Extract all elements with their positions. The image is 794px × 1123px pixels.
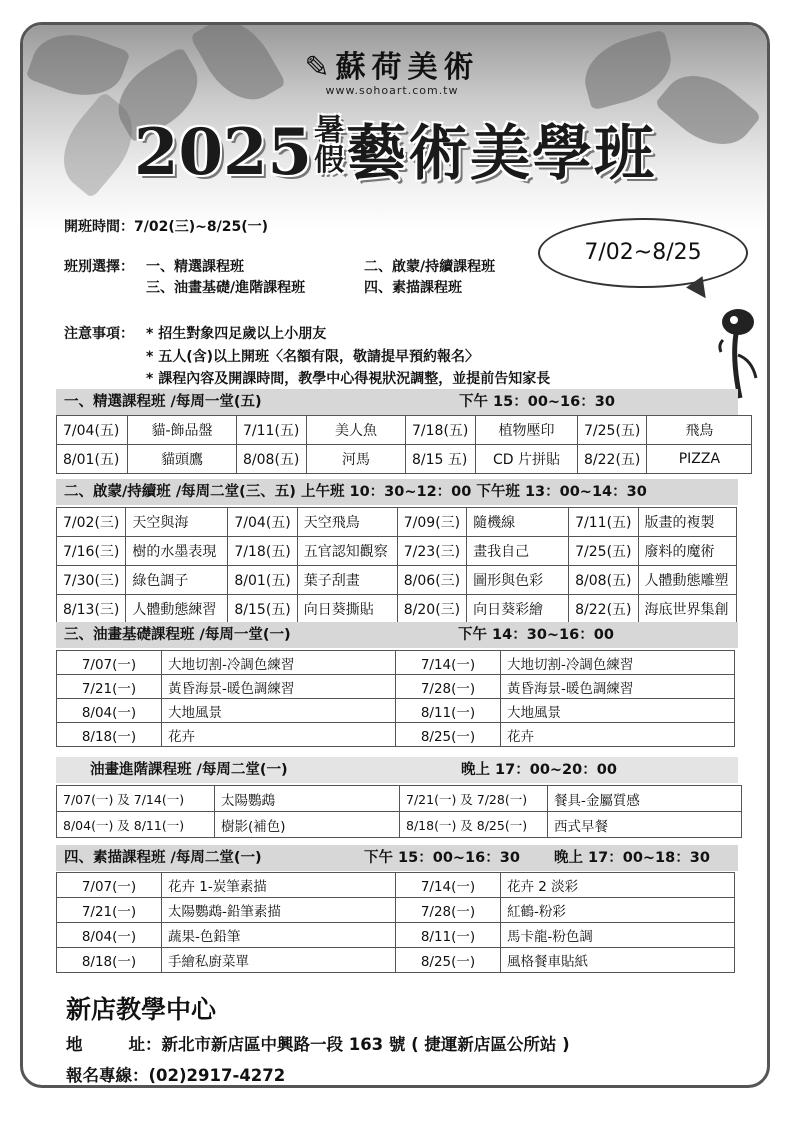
date-cell: 7/11(五) [237, 416, 307, 445]
course-cell: 大地風景 [501, 699, 735, 723]
table-row [57, 786, 742, 812]
section-3b-time: 晚上 17：00~20：00 [461, 762, 617, 778]
date-cell: 7/16(三) [57, 537, 126, 566]
title-stack [314, 113, 345, 178]
phone-line [66, 1062, 285, 1086]
table-row [57, 651, 735, 675]
date-cell: 7/25(五) [569, 537, 638, 566]
course-cell: PIZZA [647, 445, 752, 474]
section-3-header [56, 622, 738, 648]
date-cell: 7/28(一) [396, 898, 501, 923]
date-cell: 8/04(一) 及 8/11(一) [57, 812, 215, 838]
section-4-table [56, 872, 735, 973]
brush-logo-icon: ✎ [304, 50, 330, 85]
date-cell: 7/07(一) [57, 651, 162, 675]
course-cell: 大地切割-冷調色練習 [501, 651, 735, 675]
date-cell: 8/15(五) [228, 595, 297, 624]
table-row [57, 873, 735, 898]
date-cell: 7/30(三) [57, 566, 126, 595]
course-cell: 花卉 1-炭筆素描 [162, 873, 396, 898]
section-1-table [56, 415, 752, 474]
course-cell: 蔬果-色鉛筆 [162, 923, 396, 948]
date-cell: 7/04(五) [57, 416, 128, 445]
course-cell: CD 片拼貼 [476, 445, 578, 474]
table-row [57, 723, 735, 747]
section-1-title: 一、精選課程班 /每周一堂(五) [64, 394, 262, 410]
course-cell: 馬卡龍-粉色調 [501, 923, 735, 948]
note-1 [146, 323, 326, 343]
date-cell: 7/25(五) [578, 416, 647, 445]
date-cell: 8/11(一) [396, 699, 501, 723]
class-label [64, 256, 134, 276]
date-cell: 7/21(一) [57, 898, 162, 923]
class-option-3-text: 三、油畫基礎/進階課程班 [146, 280, 306, 296]
class-label-text: 班別選擇： [64, 259, 134, 275]
date-cell: 8/20(三) [397, 595, 466, 624]
course-cell: 向日葵彩繪 [467, 595, 569, 624]
table-row [57, 948, 735, 973]
section-4-title: 四、素描課程班 /每周二堂(一) [64, 850, 262, 866]
period-value: 7/02(三)~8/25(一) [134, 219, 268, 235]
date-cell: 7/18(五) [406, 416, 476, 445]
course-cell: 西式早餐 [548, 812, 742, 838]
date-cell: 8/22(五) [569, 595, 638, 624]
course-cell: 樹的水墨表現 [126, 537, 228, 566]
section-2-header [56, 479, 738, 505]
course-cell: 花卉 [162, 723, 396, 747]
date-cell: 8/08(五) [569, 566, 638, 595]
course-cell: 太陽鸚鵡-鉛筆素描 [162, 898, 396, 923]
notes-label-text: 注意事項： [64, 326, 134, 342]
note-2 [146, 346, 479, 366]
section-2-table [56, 507, 737, 624]
center-name: 新店教學中心 [66, 995, 217, 1024]
course-cell: 植物壓印 [476, 416, 578, 445]
note-1-text: * 招生對象四足歲以上小朋友 [146, 326, 327, 342]
table-row [57, 416, 752, 445]
logo-url: www.sohoart.com.tw [325, 84, 459, 97]
date-cell: 8/08(五) [237, 445, 307, 474]
date-bubble [538, 218, 748, 288]
table-row [57, 445, 752, 474]
note-3-text: * 課程內容及開課時間，教學中心得視狀況調整，並提前告知家長 [146, 371, 551, 387]
table-row [57, 699, 735, 723]
date-cell: 7/09(三) [397, 508, 466, 537]
course-cell: 紅鶴-粉彩 [501, 898, 735, 923]
course-cell: 人體動態練習 [126, 595, 228, 624]
course-cell: 飛鳥 [647, 416, 752, 445]
section-3b-table [56, 785, 742, 838]
date-cell: 8/18(一) [57, 948, 162, 973]
date-cell: 8/06(三) [397, 566, 466, 595]
date-cell: 7/02(三) [57, 508, 126, 537]
date-cell: 8/15 五) [406, 445, 476, 474]
date-cell: 8/22(五) [578, 445, 647, 474]
course-cell: 貓頭鷹 [128, 445, 237, 474]
course-cell: 美人魚 [307, 416, 406, 445]
table-row [57, 812, 742, 838]
address-value: 新北市新店區中興路一段 163 號 ( 捷運新店區公所站 ) [161, 1035, 570, 1054]
course-cell: 樹影(補色) [215, 812, 400, 838]
course-cell: 大地切割-冷調色練習 [162, 651, 396, 675]
course-cell: 花卉 2 淡彩 [501, 873, 735, 898]
class-option-1-text: 一、精選課程班 [146, 259, 244, 275]
table-row [57, 508, 737, 537]
course-cell: 向日葵撕貼 [297, 595, 397, 624]
class-option-2-text: 二、啟蒙/持續課程班 [364, 259, 496, 275]
date-cell: 8/25(一) [396, 723, 501, 747]
date-cell: 8/11(一) [396, 923, 501, 948]
date-cell: 8/18(一) [57, 723, 162, 747]
section-4-time-evening: 晚上 17：00~18：30 [554, 850, 710, 866]
leaf-decoration [25, 22, 130, 109]
address-line [66, 1031, 570, 1055]
notes-label [64, 323, 134, 343]
section-3b-title: 油畫進階課程班 /每周二堂(一) [90, 762, 288, 778]
section-3-time: 下午 14：30~16：00 [458, 627, 614, 643]
title-year: 2025 [133, 115, 313, 190]
course-cell: 大地風景 [162, 699, 396, 723]
course-cell: 河馬 [307, 445, 406, 474]
date-cell: 7/07(一) [57, 873, 162, 898]
table-row [57, 595, 737, 624]
section-3b-header [56, 757, 738, 783]
course-cell: 海底世界集創 [638, 595, 736, 624]
title-main: 藝術美學班 [346, 119, 657, 189]
phone-label: 報名專線： [66, 1066, 149, 1085]
table-row [57, 898, 735, 923]
class-option-3 [146, 277, 305, 297]
section-4-header [56, 845, 738, 871]
date-cell: 7/14(一) [396, 651, 501, 675]
section-1-time: 下午 15：00~16：30 [459, 394, 615, 410]
course-cell: 隨機線 [467, 508, 569, 537]
course-cell: 葉子刮畫 [297, 566, 397, 595]
date-cell: 7/21(一) [57, 675, 162, 699]
date-cell: 8/18(一) 及 8/25(一) [400, 812, 548, 838]
date-cell: 7/11(五) [569, 508, 638, 537]
class-option-4-text: 四、素描課程班 [364, 280, 462, 296]
section-3-table [56, 650, 735, 747]
title-char-top: 暑 [314, 113, 345, 148]
course-cell: 綠色調子 [126, 566, 228, 595]
course-cell: 花卉 [501, 723, 735, 747]
brand-logo [262, 42, 522, 97]
period-line [64, 216, 268, 236]
date-cell: 7/21(一) 及 7/28(一) [400, 786, 548, 812]
date-cell: 8/01(五) [228, 566, 297, 595]
class-option-4 [364, 277, 462, 297]
course-cell: 天空與海 [126, 508, 228, 537]
title-char-bottom: 假 [314, 143, 345, 178]
course-cell: 風格餐車貼紙 [501, 948, 735, 973]
bubble-text: 7/02~8/25 [584, 240, 702, 265]
course-cell: 畫我自己 [467, 537, 569, 566]
date-cell: 7/07(一) 及 7/14(一) [57, 786, 215, 812]
date-cell: 7/14(一) [396, 873, 501, 898]
class-option-2 [364, 256, 495, 276]
section-1-header [56, 389, 738, 415]
address-label: 地 址： [66, 1035, 162, 1054]
logo-name: 蘇荷美術 [335, 50, 480, 85]
date-cell: 7/23(三) [397, 537, 466, 566]
course-cell: 廢料的魔術 [638, 537, 736, 566]
course-cell: 人體動態雕塑 [638, 566, 736, 595]
course-cell: 貓-飾品盤 [128, 416, 237, 445]
class-option-1 [146, 256, 244, 276]
page-title [80, 106, 710, 192]
course-cell: 黃昏海景-暖色調練習 [501, 675, 735, 699]
course-cell: 五官認知觀察 [297, 537, 397, 566]
date-cell: 8/01(五) [57, 445, 128, 474]
course-cell: 天空飛鳥 [297, 508, 397, 537]
course-cell: 太陽鸚鵡 [215, 786, 400, 812]
date-cell: 7/28(一) [396, 675, 501, 699]
course-cell: 餐具-金屬質感 [548, 786, 742, 812]
table-row [57, 566, 737, 595]
course-cell: 圖形與色彩 [467, 566, 569, 595]
date-cell: 8/25(一) [396, 948, 501, 973]
section-2-title: 二、啟蒙/持續班 /每周二堂(三、五) 上午班 10：30~12：00 下午班 13：00~14：30 [64, 484, 647, 500]
section-4-time-afternoon: 下午 15：00~16：30 [364, 850, 520, 866]
date-cell: 8/04(一) [57, 699, 162, 723]
date-cell: 8/04(一) [57, 923, 162, 948]
section-3-title: 三、油畫基礎課程班 /每周一堂(一) [64, 627, 291, 643]
phone-value: (02)2917-4272 [148, 1066, 286, 1085]
course-cell: 手繪私廚菜單 [162, 948, 396, 973]
table-row [57, 537, 737, 566]
course-cell: 黃昏海景-暖色調練習 [162, 675, 396, 699]
mascot-illustration-icon [718, 300, 758, 400]
date-cell: 7/04(五) [228, 508, 297, 537]
course-cell: 版畫的複製 [638, 508, 736, 537]
date-cell: 8/13(三) [57, 595, 126, 624]
table-row [57, 675, 735, 699]
note-2-text: * 五人(含)以上開班〈名額有限，敬請提早預約報名〉 [146, 349, 479, 365]
date-cell: 7/18(五) [228, 537, 297, 566]
period-label: 開班時間： [64, 219, 134, 235]
note-3 [146, 368, 550, 388]
table-row [57, 923, 735, 948]
